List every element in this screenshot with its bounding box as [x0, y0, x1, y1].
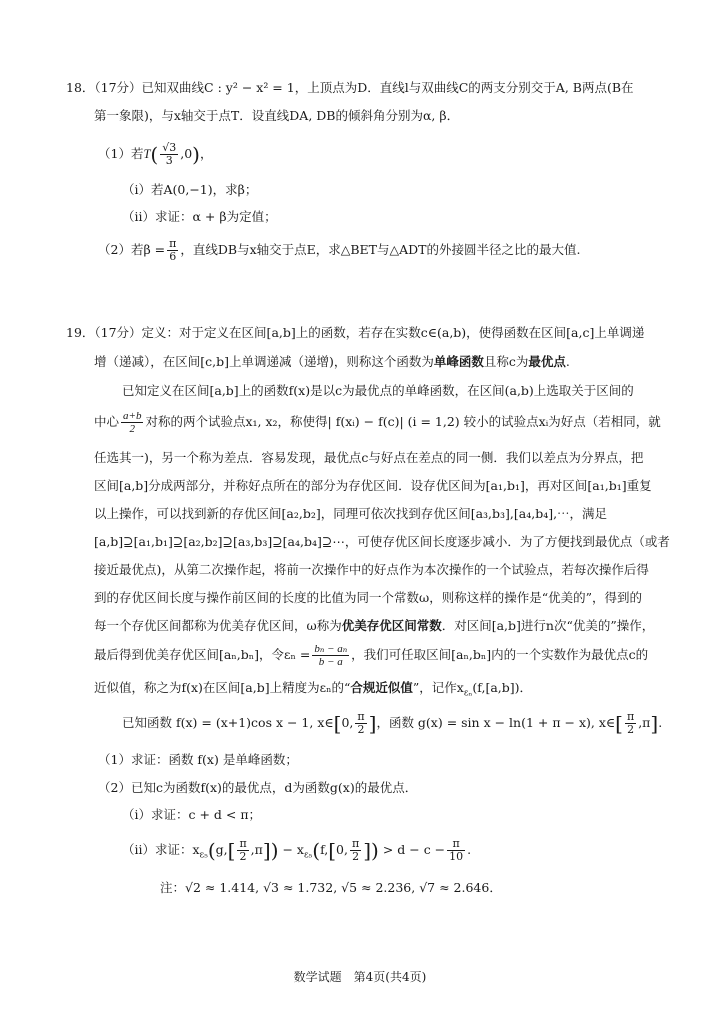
left-paren-icon: (: [312, 838, 321, 863]
q2ii-f-frac: $\frac{\pi}{2}$: [351, 837, 360, 863]
q2ii-minus: − x: [282, 842, 304, 857]
q2ii-f: f,: [320, 842, 329, 857]
p18-part-1: [98, 140, 213, 169]
left-bracket-icon: [: [328, 838, 337, 863]
right-bracket-icon: ]: [262, 838, 271, 863]
left-paren-icon: (: [150, 142, 159, 167]
p18-line-2: 第一象限)，与x轴交于点T．设直线DA, DB的倾斜角分别为α, β．: [94, 108, 460, 123]
p19-line-11-pre: 每一个存优区间都称为优美存优区间，ω称为: [94, 618, 342, 633]
fx-domain-frac: $\frac{\pi}{2}$: [357, 710, 365, 736]
left-bracket-icon: [: [333, 711, 342, 736]
right-bracket-icon: ]: [650, 711, 659, 736]
p19-q1: （1）求证：函数 f(x) 是单峰函数；: [98, 752, 298, 767]
p18-line-1: 18．（17分）已知双曲线C : y² − x² = 1，上顶点为D．直线l与双曲线C的两支分别交于A, B两点(B在: [66, 80, 634, 95]
p19-q2-ii: [122, 830, 471, 876]
p18-part-1-end: ，: [199, 146, 213, 161]
p19-line-1: 19．（17分）定义：对于定义在区间[a,b]上的函数，若存在实数c∈(a,b)，使得函数在区间[a,c]上单调递: [66, 325, 645, 340]
p19-q2-i: （i）求证：c + d < π；: [122, 807, 262, 822]
p19-line-2-end: .: [565, 354, 570, 369]
fx-def: 已知函数 f(x) = (x+1)cos x − 1, x∈: [122, 715, 334, 730]
p18-part-1-label: （1）若: [98, 146, 144, 161]
q2ii-pre: （ii）求证：x: [122, 842, 200, 857]
p19-line-6: 区间[a,b]分成两部分，并称好点所在的部分为存优区间．设存优区间为[a₁,b₁]，再对区间[a₁,b₁]重复: [94, 478, 652, 493]
epsilon-frac: $\frac{\text{bₙ − aₙ}}{b - a}$: [314, 643, 348, 668]
midpoint-frac: $\frac{a+b}{2}$: [123, 410, 142, 435]
p19-line-13-post: ”，记作x: [412, 680, 464, 695]
q2ii-gt: > d − c −: [382, 842, 446, 857]
p19-functions: 已知函数 f(x) = (x+1)cos x − 1, x∈[0, $\frac{\pi}{2}$ ]，函数 g(x) = sin x − ln(1 + π − x), x∈[ $\frac{\pi}{2}$ ,π].: [122, 710, 663, 736]
gx-def: ，函数 g(x) = sin x − ln(1 + π − x), x∈: [376, 715, 616, 730]
right-paren-icon: ): [270, 838, 279, 863]
p18-sub-ii: （ii）求证：α + β为定值；: [122, 209, 277, 224]
p19-q2: （2）已知c为函数f(x)的最优点，d为函数g(x)的最优点．: [98, 780, 418, 795]
gx-domain-post: ,π: [638, 715, 651, 730]
p19-line-13-pre: 近似值，称之为f(x)在区间[a,b]上精度为εₙ的“: [94, 680, 351, 695]
p19-line-3: 已知定义在区间[a,b]上的函数f(x)是以c为最优点的单峰函数，在区间(a,b)上选取关于区间的: [122, 383, 634, 398]
p18-part-1-frac: $\frac{√3}{3}$: [162, 141, 177, 167]
gx-domain-frac: $\frac{\pi}{2}$: [626, 710, 635, 736]
p19-line-11-post: ．对区间[a,b]进行n次“优美的”操作，: [441, 618, 655, 633]
left-paren-icon: (: [207, 838, 216, 863]
p19-line-7: 以上操作，可以找到新的存优区间[a₂,b₂]，同理可依次找到存优区间[a₃,b₃],[a₄,b₄],⋯，满足: [94, 506, 608, 521]
page-footer: 数学试题 第4页(共4页): [293, 970, 427, 984]
p18-part-2: [98, 236, 581, 264]
p19-line-2-mid: 且称c为: [483, 354, 529, 369]
right-paren-icon: ): [192, 142, 200, 167]
p19-line-13: [94, 680, 532, 702]
q2ii-g: g,: [215, 842, 228, 857]
p19-line-8: [a,b]⊇[a₁,b₁]⊇[a₂,b₂]⊇[a₃,b₃]⊇[a₄,b₄]⊇⋯，可使存优区间长度逐步减小．为了方便找到最优点（或者: [94, 534, 670, 549]
p19-line-2: [94, 354, 570, 370]
p19-line-9: 接近最优点)，从第二次操作起，将前一次操作中的好点作为本次操作的一个试验点，若每次操作后得: [94, 562, 649, 577]
p19-line-5: 任选其一)，另一个称为差点．容易发现，最优点c与好点在差点的同一侧．我们以差点为分界点，把: [94, 450, 644, 465]
left-bracket-icon: [: [615, 711, 623, 736]
p19-note: 注：√2 ≈ 1.414, √3 ≈ 1.732, √5 ≈ 2.236, √7 ≈ 2.646．: [160, 880, 502, 895]
q2ii-end: .: [467, 842, 472, 857]
term-optimal-point: 最优点: [528, 354, 566, 369]
p19-line-4-pre: 中心: [94, 414, 120, 429]
p19-line-12-post: ，我们可任取区间[aₙ,bₙ]内的一个实数作为最优点c的: [351, 647, 649, 662]
p19-line-2-pre: 增（递减），在区间[c,b]上单调递减（递增)，则称这个函数为: [94, 354, 434, 369]
p19-line-11: [94, 618, 654, 634]
q2ii-sub: ε₅: [199, 850, 208, 861]
right-paren-icon: ): [371, 838, 379, 863]
p19-line-13-tail: (f,[a,b])．: [472, 680, 533, 695]
p18-part-2-pre: （2）若β =: [98, 242, 166, 257]
p19-line-10: 到的存优区间长度与操作前区间的长度的比值为同一个常数ω，则称这样的操作是“优美的”，得到的: [94, 590, 642, 605]
p19-line-12: [94, 640, 648, 670]
p19-line-4: [94, 408, 661, 436]
left-bracket-icon: [: [227, 838, 236, 863]
right-bracket-icon: ]: [368, 711, 377, 736]
right-bracket-icon: ]: [363, 838, 372, 863]
p19-line-12-pre: 最后得到优美存优区间[aₙ,bₙ]，令εₙ =: [94, 647, 311, 662]
p18-sub-i: （i）若A(0,−1)，求β；: [122, 182, 258, 197]
p19-line-4-post: 对称的两个试验点x₁, x₂，称使得| f(xᵢ) − f(c)| (i = 1,2) 较小的试验点xᵢ为好点（若相同，就: [145, 414, 661, 429]
q2ii-g-frac: $\frac{\pi}{2}$: [239, 837, 247, 863]
q2ii-rhs-frac: $\frac{\pi}{10}$: [449, 837, 464, 863]
term-unimodal: 单峰函数: [433, 354, 484, 369]
q2ii-g-post: ,π: [250, 842, 263, 857]
p19-line-13-sub: εₙ: [463, 688, 473, 699]
p18-part-2-frac: $\frac{\pi}{6}$: [169, 237, 177, 263]
q2ii-sub2: ε₅: [303, 850, 313, 861]
p18-part-1-T: T: [143, 147, 151, 161]
term-compliant-approx: 合规近似值: [350, 680, 413, 695]
q2ii-f-zero: 0,: [336, 842, 348, 857]
term-beautiful-constant: 优美存优区间常数: [341, 618, 442, 633]
p18-part-2-post: ，直线DB与x轴交于点E，求△BET与△ADT的外接圆半径之比的最大值.: [180, 242, 581, 257]
p18-part-1-post: ,0: [180, 146, 193, 161]
